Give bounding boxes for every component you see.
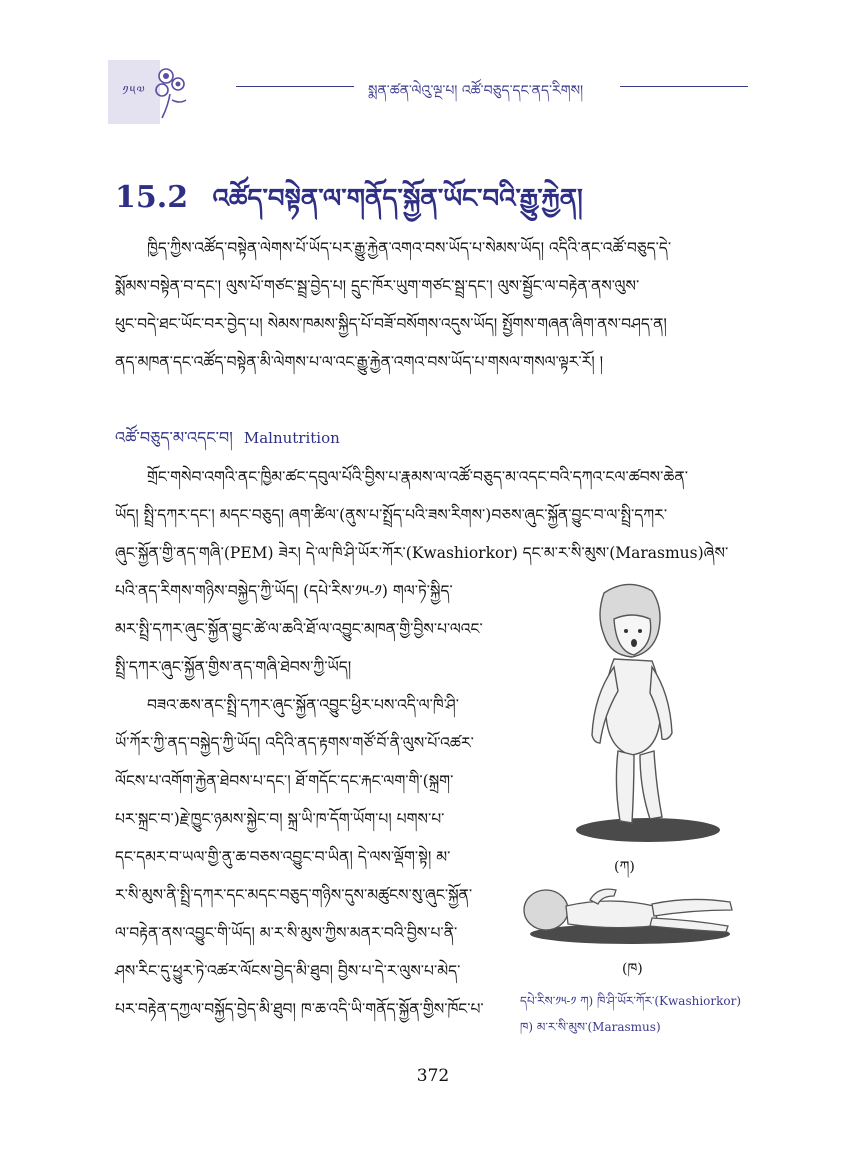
header-rule-right (620, 86, 748, 87)
text-line: སྤྲི་དཀར་ཞུང་སྐྱོན་གྱིས་ནད་གཞི་ཐེབས་ཀྱི་ཡོད། (115, 658, 352, 676)
text-line: གྲོང་གསེབ་འགའི་ནང་ཁྱིམ་ཚང་དབུལ་པོའི་བྱིས་པ་རྣམས་ལ་འཚོ་བཅུད་མ་འདང་བའི་དཀའ་ངལ་ཚབས་ཆེན་ (147, 468, 689, 486)
page-number: 372 (416, 1066, 450, 1086)
section-title: འཚོད་བསྟེན་ལ་གནོད་སྐྱོན་ཡོང་བའི་རྒྱུ་རྐྱེན། (212, 184, 583, 214)
figure-label-a: (ཀ) (614, 859, 635, 875)
text-line: ར་སི་མུས་ནི་སྤྲི་དཀར་དང་མདང་བཅུད་གཉིས་དུས་མཚུངས་སུ་ཞུང་སྐྱོན་ (115, 886, 473, 904)
paragraph-2 (115, 572, 510, 686)
page-number-tab: ༡༥༧ (108, 60, 160, 124)
figure-label-b: (ཁ) (622, 961, 643, 977)
intro-paragraph (115, 229, 755, 381)
section-number: 15.2 (115, 180, 189, 215)
text-line: དང་དམར་བ་ཡལ་གྱི་ནུ་ཆ་བཅས་འབྱུང་བ་ཡིན། དེ་ལས་ལྡོག་སྟེ། མ་ (115, 848, 451, 866)
paragraph-3 (115, 686, 510, 1028)
standing-child-illustration (548, 575, 728, 850)
text-line: ཕུང་བདེ་ཐང་ཡོང་བར་བྱེད་པ། སེམས་ཁམས་སྐྱིད་པོ་བཟོ་བསོགས་འདུས་ཡོད། སྤྱོགས་གཞན་ཞིག་ནས་བཤད་ན། (115, 315, 667, 333)
paragraph-1 (115, 458, 755, 572)
subsection-title: འཚོ་བཅུད་མ་འདང་བ། (115, 428, 233, 447)
running-title: སྨན་ཚན་ལེའུ་ལྔ་པ། འཚོ་བཅུད་དང་ནད་རིགས། (368, 83, 584, 99)
text-line: ལ་བརྟེན་ནས་འབྱུང་གི་ཡོད། མ་ར་སི་མུས་ཀྱིས་མནར་བའི་བྱིས་པ་ནི་ (115, 924, 458, 942)
subsection-english-title: Malnutrition (243, 429, 340, 447)
text-line: ནད་མཁན་དང་འཚོད་བསྟེན་མི་ལེགས་པ་ལ་འང་རྒྱུ་རྐྱེན་འགའ་བས་ཡོད་པ་གསལ་གསལ་ལྟར་རོ། ། (115, 353, 604, 371)
text-line: ཡོ་ཀོར་ཀྱི་ནད་བསྐྱེད་ཀྱི་ཡོད། འདིའི་ནད་རྟགས་གཙོ་བོ་ནི་ལུས་པོ་འཚར་ (115, 734, 474, 752)
text-line: ཤས་རིང་དུ་ཕྱུར་ཏེ་འཚར་ལོངས་བྱེད་མི་ཐུབ། བྱིས་པ་དེ་ར་ལུས་པ་མེད་ (115, 962, 461, 980)
text-line: ཁྱིད་ཀྱིས་འཚོད་བསྟེན་ལེགས་པོ་ཡོད་པར་རྒྱུ་རྐྱེན་འགའ་བས་ཡོད་པ་སེམས་ཡོད། འདིའི་ནང་འཚོ་བཅུད་དེ་ (147, 239, 672, 257)
text-line: པའི་ནད་རིགས་གཉིས་བསྐྱེད་ཀྱི་ཡོད། (དཔེ་རིས་༡༥-༡) གལ་ཏེ་སྐྱིད་ (115, 582, 453, 600)
text-line: སྨོམས་བསྟེན་བ་དང་། ལུས་པོ་གཙང་སྦྲ་བྱེད་པ། དྲུང་ཁོར་ཡུག་གཙང་སྦྲ་དང་། ལུས་སྦྱོང་ལ་བརྟེན་ནས་ལུས་ (115, 277, 640, 295)
lying-child-illustration (520, 880, 745, 950)
text-line: མར་སྤྲི་དཀར་ཞུང་སྐྱོན་བྱུང་ཚེ་ལ་ཆའི་ཐོ་ལ་འབྱུང་མཁན་གྱི་བྱིས་པ་ལའང་ (115, 620, 483, 638)
figure-caption (520, 988, 770, 1040)
text-line: པར་བརྟེན་དཀྱལ་བསྐྱོད་བྱེད་མི་ཐུབ། ཁ་ཆ་འདི་ཡི་གནོད་སྐྱོན་གྱིས་ཁོང་པ་ (115, 1000, 484, 1018)
caption-line: དཔེ་རིས་༡༥-༡ ཀ) ཁི་ཤི་ཡོར་ཀོར་(Kwashiorkor) (520, 994, 742, 1008)
header-rule-left (236, 86, 354, 87)
caption-line: ཁ) མ་ར་སི་མུས་(Marasmus) (520, 1020, 661, 1034)
page-header (108, 60, 748, 120)
text-line: པར་སྐྲང་བ་)རྗེ་ཁྱུང་ཉམས་སྐྱེང་བ། སྐྲ་ཡི་ཁ་དོག་ཡོག་པ། པགས་པ་ (115, 810, 445, 828)
flower-ornament-icon (148, 64, 194, 120)
text-line: ཞུང་སྐྱོན་གྱི་ནད་གཞི་(PEM) ཟེར། དེ་ལ་ཁི་ཤི་ཡོར་ཀོར་(Kwashiorkor) དང་མ་ར་སི་མུས་(Marasmus)ཞེས་ (115, 544, 729, 562)
text-line: ཡོད། སྤྲི་དཀར་དང་། མདང་བཅུད། ཞག་ཚིལ་(ནུས་པ་སྤྲོད་པའི་ཟས་རིགས་)བཅས་ཞུང་སྐྱོན་བྱུང་བ་ལ་སྤྲི་དཀར་ (115, 506, 668, 524)
text-line: ལོངས་པ་འགོག་རྐྱེན་ཐེབས་པ་དང་། ཐོ་གདོང་དང་རྐང་ལག་གི་(སྐྲག་ (115, 772, 454, 790)
text-line: བཟའ་ཆས་ནང་སྤྲི་དཀར་ཞུང་སྐྱོན་འབྱུང་ཕྱིར་པས་འདི་ལ་ཁི་ཤི་ (147, 696, 459, 714)
